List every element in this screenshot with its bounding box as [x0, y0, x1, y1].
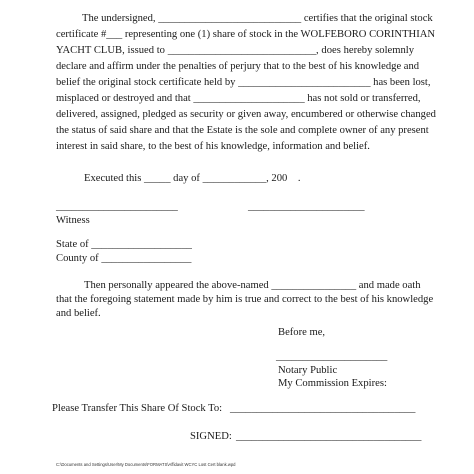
paragraph-line-4: declare and affirm under the penalties of perjury that to the best of his knowledge and: [56, 61, 420, 72]
affiant-signature-line: ______________________: [248, 201, 365, 212]
notary-public-label: Notary Public: [278, 365, 338, 376]
executed-line: Executed this _____ day of ____________, 200 .: [84, 173, 301, 184]
paragraph-line-9: interest in said share, to the best of his knowledge, information and belief.: [56, 141, 370, 152]
paragraph-line-2: certificate #___ representing one (1) share of stock in the WOLFEBORO CORINTHIAN: [56, 29, 436, 40]
notary-signature-line: _____________________: [276, 351, 388, 362]
signed-line: ___________________________________: [236, 431, 422, 442]
before-me-label: Before me,: [278, 327, 326, 338]
county-line: County of _________________: [56, 253, 192, 264]
paragraph-line-6: misplaced or destroyed and that _____________________ has not sold or transferred,: [56, 93, 421, 104]
paragraph-line-7: delivered, assigned, pledged as security or given away, encumbered or otherwise changed: [56, 109, 436, 120]
paragraph-line-3: YACHT CLUB, issued to ____________________________, does hereby solemnly: [56, 45, 414, 56]
oath-line-3: and belief.: [56, 308, 101, 319]
oath-line-2: that the foregoing statement made by him is true and correct to the best of his knowledge: [56, 294, 434, 305]
signed-label: SIGNED:: [190, 431, 232, 442]
transfer-label: Please Transfer This Share Of Stock To:: [52, 403, 223, 414]
paragraph-line-1: The undersigned, ___________________________ certifies that the original stock: [82, 13, 433, 24]
witness-label: Witness: [56, 215, 90, 226]
transfer-line: ___________________________________: [230, 403, 416, 414]
paragraph-line-8: the status of said share and that the Estate is the sole and complete owner of any present: [56, 125, 429, 136]
file-path-footer: C:\Documents and Settings\User\My Documents\FORMATS\Affidavit WCYC Lost Cert blank.wpd: [56, 462, 236, 467]
state-line: State of ___________________: [56, 239, 192, 250]
paragraph-line-5: belief the original stock certificate held by _________________________ has been lost,: [56, 77, 431, 88]
oath-line-1: Then personally appeared the above-named ________________ and made oath: [84, 280, 421, 291]
witness-signature-line: _______________________: [56, 201, 178, 212]
commission-expires-label: My Commission Expires:: [278, 378, 387, 389]
